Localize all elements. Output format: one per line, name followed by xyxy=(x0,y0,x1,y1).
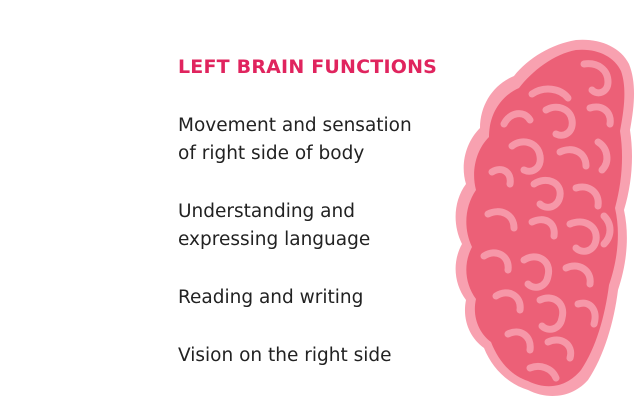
diagram-title: LEFT BRAIN FUNCTIONS xyxy=(178,56,438,78)
function-item: Movement and sensation of right side of body xyxy=(178,115,412,164)
left-brain-hemisphere-icon xyxy=(448,38,637,400)
function-list xyxy=(178,112,458,400)
function-item: Understanding and expressing language xyxy=(178,201,371,250)
function-item: Vision on the right side xyxy=(178,345,392,366)
function-item: Reading and writing xyxy=(178,287,364,308)
